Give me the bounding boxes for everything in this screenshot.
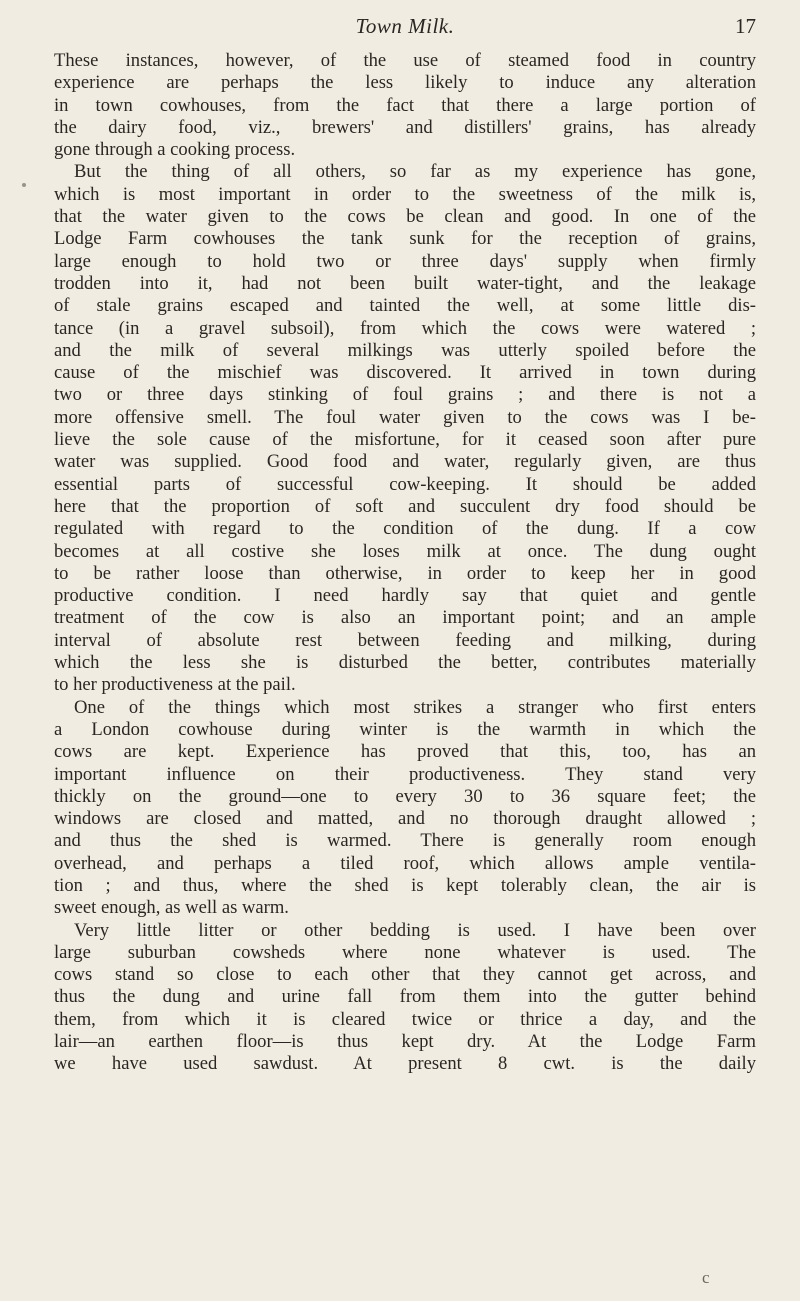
text-line: sweet enough, as well as warm. bbox=[54, 897, 289, 919]
text-line: to her productiveness at the pail. bbox=[54, 674, 296, 696]
text-line: Lodge Farm cowhouses the tank sunk for the reception of grains, bbox=[54, 228, 756, 250]
text-line: essential parts of successful cow-keeping. It should be added bbox=[54, 473, 756, 495]
text-line: productive condition. I need hardly say that quiet and gentle bbox=[54, 585, 756, 607]
text-line: One of the things which most strikes a stranger who first enters bbox=[74, 696, 756, 718]
paragraph bbox=[54, 920, 756, 1076]
text-line: experience are perhaps the less likely to induce any alteration bbox=[54, 72, 756, 94]
text-line: tion ; and thus, where the shed is kept tolerably clean, the air is bbox=[54, 874, 756, 896]
text-line: them, from which it is cleared twice or thrice a day, and the bbox=[54, 1008, 756, 1030]
running-title: Town Milk. bbox=[355, 14, 455, 38]
text-line: that the water given to the cows be clean and good. In one of the bbox=[54, 206, 756, 228]
text-line: and the milk of several milkings was utterly spoiled before the bbox=[54, 339, 756, 361]
text-line: which the less she is disturbed the better, contributes materially bbox=[54, 652, 756, 674]
paragraph bbox=[54, 161, 756, 696]
margin-speck bbox=[22, 183, 26, 187]
text-line: cows are kept. Experience has proved that this, too, has an bbox=[54, 741, 756, 763]
text-line: trodden into it, had not been built water-tight, and the leakage bbox=[54, 272, 756, 294]
text-line: treatment of the cow is also an important point; and an ample bbox=[54, 607, 756, 629]
text-line: becomes at all costive she loses milk at once. The dung ought bbox=[54, 540, 756, 562]
text-line: to be rather loose than otherwise, in order to keep her in good bbox=[54, 562, 756, 584]
text-line: two or three days stinking of foul grains ; and there is not a bbox=[54, 384, 756, 406]
text-line: cause of the mischief was discovered. It arrived in town during bbox=[54, 362, 756, 384]
text-line: gone through a cooking process. bbox=[54, 139, 296, 161]
text-line: we have used sawdust. At present 8 cwt. is the daily bbox=[54, 1053, 756, 1075]
text-line: windows are closed and matted, and no thorough draught allowed ; bbox=[54, 808, 756, 830]
text-line: tance (in a gravel subsoil), from which the cows were watered ; bbox=[54, 317, 756, 339]
text-line: a London cowhouse during winter is the warmth in which the bbox=[54, 718, 756, 740]
text-line: the dairy food, viz., brewers' and distillers' grains, has already bbox=[54, 116, 756, 138]
text-line: cows stand so close to each other that they cannot get across, and bbox=[54, 964, 756, 986]
text-line: lair—an earthen floor—is thus kept dry. At the Lodge Farm bbox=[54, 1031, 756, 1053]
text-line: These instances, however, of the use of steamed food in country bbox=[54, 50, 756, 71]
text-line: thickly on the ground—one to every 30 to 36 square feet; the bbox=[54, 785, 756, 807]
body-text bbox=[54, 50, 756, 1076]
text-line: lieve the sole cause of the misfortune, for it ceased soon after pure bbox=[54, 429, 756, 451]
page-number: 17 bbox=[735, 14, 756, 38]
text-line: more offensive smell. The foul water given to the cows was I be- bbox=[54, 406, 756, 428]
text-line: in town cowhouses, from the fact that there a large portion of bbox=[54, 94, 756, 116]
text-line: of stale grains escaped and tainted the well, at some little dis- bbox=[54, 295, 756, 317]
text-line: large enough to hold two or three days' supply when firmly bbox=[54, 250, 756, 272]
text-line: regulated with regard to the condition of the dung. If a cow bbox=[54, 518, 756, 540]
text-line: Very little litter or other bedding is used. I have been over bbox=[74, 919, 756, 941]
text-line: and thus the shed is warmed. There is generally room enough bbox=[54, 830, 756, 852]
running-head bbox=[54, 14, 756, 44]
text-line: water was supplied. Good food and water, regularly given, are thus bbox=[54, 451, 756, 473]
text-line: overhead, and perhaps a tiled roof, which allows ample ventila- bbox=[54, 852, 756, 874]
text-line: thus the dung and urine fall from them into the gutter behind bbox=[54, 986, 756, 1008]
paragraph bbox=[54, 697, 756, 920]
paragraph bbox=[54, 50, 756, 161]
text-line: interval of absolute rest between feeding and milking, during bbox=[54, 629, 756, 651]
text-line: which is most important in order to the sweetness of the milk is, bbox=[54, 183, 756, 205]
catchword: c bbox=[702, 1268, 710, 1287]
text-line: important influence on their productiveness. They stand very bbox=[54, 763, 756, 785]
text-line: large suburban cowsheds where none whatever is used. The bbox=[54, 941, 756, 963]
text-line: here that the proportion of soft and succulent dry food should be bbox=[54, 495, 756, 517]
text-line: But the thing of all others, so far as my experience has gone, bbox=[74, 161, 756, 183]
